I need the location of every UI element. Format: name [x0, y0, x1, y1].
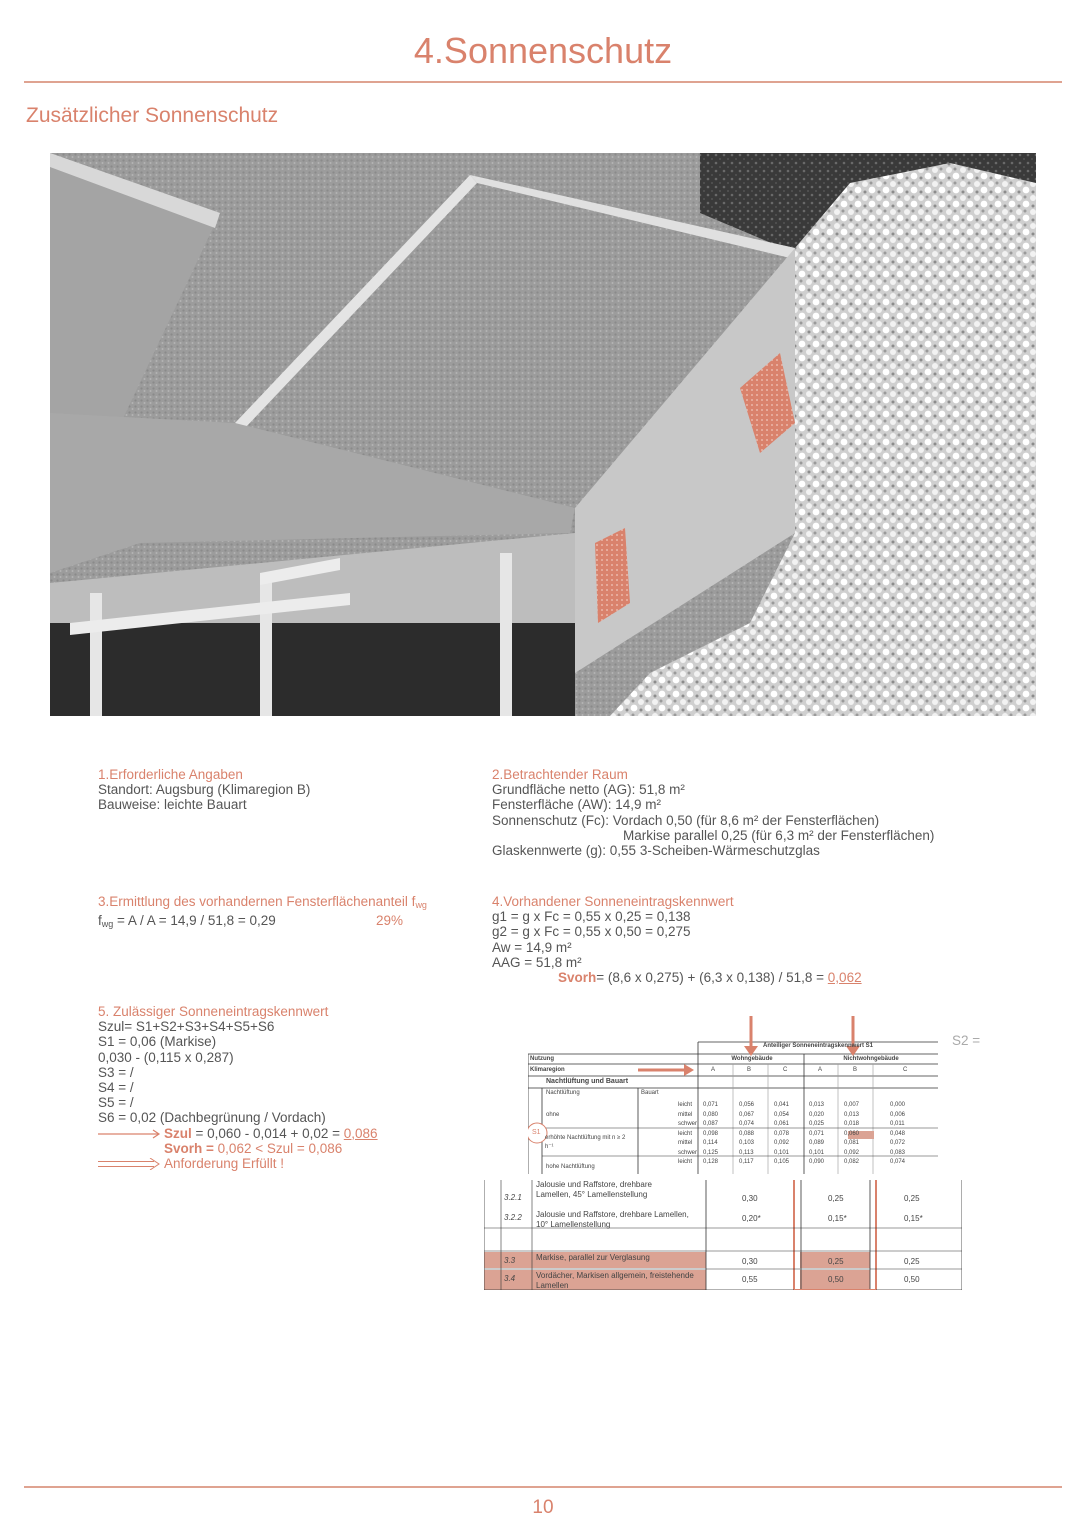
footer-rule	[24, 1486, 1062, 1488]
page-number: 10	[532, 1497, 554, 1518]
section5-s4: S4 = /	[98, 1080, 134, 1096]
section1-heading: 1.Erforderliche Angaben	[98, 767, 243, 782]
table-s1-cell: 0,060	[844, 1130, 860, 1137]
table-s1-cell: 0,083	[890, 1149, 906, 1156]
section4-aag: AAG = 51,8 m²	[492, 954, 582, 970]
table-s1-cell: 0,092	[844, 1149, 860, 1156]
table-fc-description: Lamellen, 45° Lamellenstellung	[536, 1190, 648, 1199]
table-s1-cell: 0,081	[844, 1140, 860, 1146]
table-s1-cell: 0,088	[739, 1130, 755, 1137]
section2-heading: 2.Betrachtender Raum	[492, 767, 628, 782]
table-s1-nachtlueftung-bauart: Nachtlüftung und Bauart	[546, 1078, 629, 1085]
table-s1-cell: 0,082	[844, 1159, 860, 1165]
table-s1-title: Anteiliger Sonneneintragskennwert S1	[762, 1043, 874, 1049]
section1-line: Bauweise: leichte Bauart	[98, 797, 247, 813]
section2-line: Sonnenschutz (Fc): Vordach 0,50 (für 8,6 m² der Fensterflächen)	[492, 812, 880, 828]
table-s1-bauart: leicht	[678, 1159, 693, 1165]
table-s1-cell: 0,013	[809, 1102, 825, 1108]
table-s1-cell: 0,074	[890, 1159, 906, 1165]
table-s1-cell: 0,101	[809, 1149, 825, 1156]
section2-line: Grundfläche netto (AG): 51,8 m²	[492, 782, 685, 798]
section5-s3: S3 = /	[98, 1064, 134, 1080]
table-fc-value: 0,25	[828, 1257, 844, 1266]
table-s1-cell: 0,011	[890, 1121, 905, 1127]
table-s1-excerpt	[528, 1016, 938, 1174]
table-s1-cell: 0,087	[703, 1121, 719, 1127]
table-s1-cell: 0,067	[739, 1111, 755, 1118]
table-fc-number: 3.2.1	[504, 1193, 522, 1202]
table-s1-cell: 0,105	[774, 1159, 790, 1165]
double-arrow-icon	[98, 1158, 162, 1170]
s2-side-label: S2 =	[952, 1033, 981, 1048]
table-s1-cell: 0,007	[844, 1102, 860, 1108]
section4-heading: 4.Vorhandener Sonneneintragskennwert	[492, 894, 734, 909]
section-required-data	[98, 767, 458, 813]
table-s1-cell: 0,092	[774, 1140, 790, 1146]
table-s1-cell: 0,114	[703, 1140, 718, 1146]
table-fc-value: 0,55	[742, 1275, 758, 1284]
section4-svorh-label: Svorh	[558, 970, 597, 986]
table-s1-bauart: schwer	[678, 1121, 698, 1127]
section5-result: Anforderung Erfüllt !	[164, 1156, 285, 1172]
section-existing-value	[492, 894, 972, 985]
table-fc-value: 0,50	[828, 1275, 844, 1284]
table-s1-cell: 0,061	[774, 1121, 790, 1127]
table-fc-description: Markise, parallel zur Verglasung	[536, 1253, 650, 1262]
table-s1-bauart: leicht	[678, 1102, 693, 1108]
table-fc-value: 0,15*	[828, 1214, 847, 1223]
section5-szul-def: Szul= S1+S2+S3+S4+S5+S6	[98, 1019, 275, 1035]
table-s1-cell: 0,103	[739, 1140, 755, 1146]
section5-szul-label: Szul	[164, 1125, 192, 1141]
table-s1-cell: 0,013	[844, 1111, 860, 1118]
table-fc-value: 0,30	[742, 1194, 758, 1203]
section4-svorh-value: 0,062	[827, 970, 862, 986]
section5-szul-value: 0,086	[343, 1125, 378, 1141]
building-illustration	[50, 153, 1036, 716]
table-s1-col-a2: A	[818, 1067, 823, 1073]
section5-compare: 0,062 < Szul = 0,086	[217, 1140, 343, 1156]
table-s1-nichtwohn: Nichtwohngebäude	[843, 1056, 899, 1062]
table-s1-col-b: B	[747, 1067, 752, 1073]
section1-line: Standort: Augsburg (Klimaregion B)	[98, 782, 311, 798]
section-room	[492, 767, 1032, 858]
table-fc-number: 3.4	[504, 1274, 516, 1283]
table-s1-col-c: C	[783, 1067, 788, 1073]
table-fc-value: 0,15*	[904, 1214, 923, 1223]
table-fc-number: 3.3	[504, 1256, 516, 1265]
section2-line: Fensterfläche (AW): 14,9 m²	[492, 797, 662, 813]
table-s1-cell: 0,078	[774, 1130, 790, 1137]
table-s1-cell: 0,128	[703, 1159, 719, 1165]
table-s1-group: erhöhte Nachtlüftung mit n ≥ 2 h⁻¹	[545, 1135, 626, 1150]
table-s1-bauart: mittel	[678, 1111, 693, 1118]
section3-heading-sub: wg	[415, 900, 427, 910]
table-s1-cell: 0,071	[809, 1130, 825, 1137]
section4-aw: Aw = 14,9 m²	[492, 939, 572, 955]
table-s1-cell: 0,113	[739, 1149, 754, 1156]
section5-compare-label: Svorh =	[164, 1140, 214, 1156]
table-s1-group: ohne	[546, 1112, 560, 1118]
table-fc-description: Vordächer, Markisen allgemein, freistehende Lamellen	[536, 1271, 694, 1290]
table-fc-description: Jalousie und Raffstore, drehbare Lamellen, 10° Lamellenstellung	[536, 1210, 689, 1229]
table-s1-cell: 0,089	[809, 1140, 825, 1146]
section4-g1: g1 = g x Fc = 0,55 x 0,25 = 0,138	[492, 909, 691, 925]
table-s1-cell: 0,071	[703, 1102, 719, 1108]
section-subtitle: Zusätzlicher Sonnenschutz	[26, 104, 279, 127]
table-s1-cell: 0,000	[890, 1102, 906, 1108]
section5-s2-calc: 0,030 - (0,115 x 0,287)	[98, 1049, 234, 1065]
table-s1-cell: 0,101	[774, 1149, 790, 1156]
table-s1-cell: 0,041	[774, 1102, 790, 1108]
section5-s1: S1 = 0,06 (Markise)	[98, 1034, 217, 1050]
section5-s5: S5 = /	[98, 1095, 134, 1111]
table-s1-cell: 0,048	[890, 1130, 906, 1137]
table-fc-value: 0,25	[904, 1194, 920, 1203]
header-rule	[24, 81, 1062, 83]
section2-line: Glaskennwerte (g): 0,55 3-Scheiben-Wärmeschutzglas	[492, 843, 820, 859]
table-fc-value: 0,50	[904, 1275, 920, 1284]
table-s1-cell: 0,020	[809, 1111, 825, 1118]
section3-heading: 3.Ermittlung des vorhandernen Fensterflächenanteil f	[98, 894, 416, 909]
table-s1-cell: 0,080	[703, 1111, 719, 1118]
section5-szul-calc: = 0,060 - 0,014 + 0,02 =	[195, 1125, 344, 1141]
table-s1-wohn: Wohngebäude	[731, 1056, 773, 1062]
table-s1-col-c2: C	[903, 1067, 908, 1073]
table-s1-cell: 0,018	[844, 1121, 860, 1127]
table-s1-cell: 0,117	[739, 1159, 754, 1165]
section4-svorh-formula: = (8,6 x 0,275) + (6,3 x 0,138) / 51,8 =	[596, 970, 828, 986]
table-s1-col-a: A	[711, 1067, 716, 1073]
table-s1-nutzung: Nutzung	[530, 1056, 554, 1062]
section3-formula: = A / A = 14,9 / 51,8 = 0,29	[117, 913, 276, 929]
table-s1-bauart: mittel	[678, 1140, 693, 1146]
section-window-ratio: 3.Ermittlung des vorhandernen Fensterflächenanteil $f_{wg}$ $f_{wg} = A / A = 14,9 / 51,8 = 0,29$ 29%	[98, 894, 427, 930]
table-s1-nl-head: Nachtlüftung	[546, 1090, 580, 1096]
section2-line: Markise parallel 0,25 (für 6,3 m² der Fensterflächen)	[623, 827, 935, 843]
table-s1-bauart: schwer	[678, 1149, 698, 1156]
section3-percent: 29%	[376, 913, 404, 929]
table-s1-cell: 0,074	[739, 1121, 755, 1127]
section5-s6: S6 = 0,02 (Dachbegrünung / Vordach)	[98, 1110, 326, 1126]
table-fc-excerpt	[484, 1180, 962, 1290]
section4-g2: g2 = g x Fc = 0,55 x 0,50 = 0,275	[492, 924, 691, 940]
table-s1-cell: 0,090	[809, 1159, 825, 1165]
arrow-right-icon	[98, 1129, 162, 1139]
section-allowed-value	[98, 1004, 478, 1171]
table-fc-number: 3.2.2	[504, 1213, 522, 1222]
table-s1-cell: 0,072	[890, 1140, 906, 1146]
table-s1-cell: 0,025	[809, 1121, 825, 1127]
table-s1-col-b2: B	[853, 1067, 858, 1073]
table-s1-bauart-head: Bauart	[641, 1090, 659, 1096]
table-s1-group: hohe Nachtlüftung	[546, 1164, 595, 1170]
table-s1-cell: 0,125	[703, 1149, 719, 1156]
table-fc-description: Jalousie und Raffstore, drehbare	[536, 1180, 652, 1189]
table-fc-value: 0,30	[742, 1257, 758, 1266]
section5-heading: 5. Zulässiger Sonneneintragskennwert	[98, 1004, 329, 1019]
page-title: 4.Sonnenschutz	[413, 30, 673, 71]
table-s1-cell: 0,054	[774, 1111, 790, 1118]
table-fc-value: 0,20*	[742, 1214, 761, 1223]
table-s1-marker: S1	[532, 1129, 541, 1136]
table-s1-bauart: leicht	[678, 1130, 693, 1137]
table-fc-value: 0,25	[904, 1257, 920, 1266]
table-s1-klimaregion: Klimaregion	[530, 1067, 565, 1073]
table-s1-cell: 0,056	[739, 1102, 755, 1108]
table-s1-cell: 0,098	[703, 1130, 719, 1137]
table-fc-value: 0,25	[828, 1194, 844, 1203]
table-s1-cell: 0,006	[890, 1111, 906, 1118]
